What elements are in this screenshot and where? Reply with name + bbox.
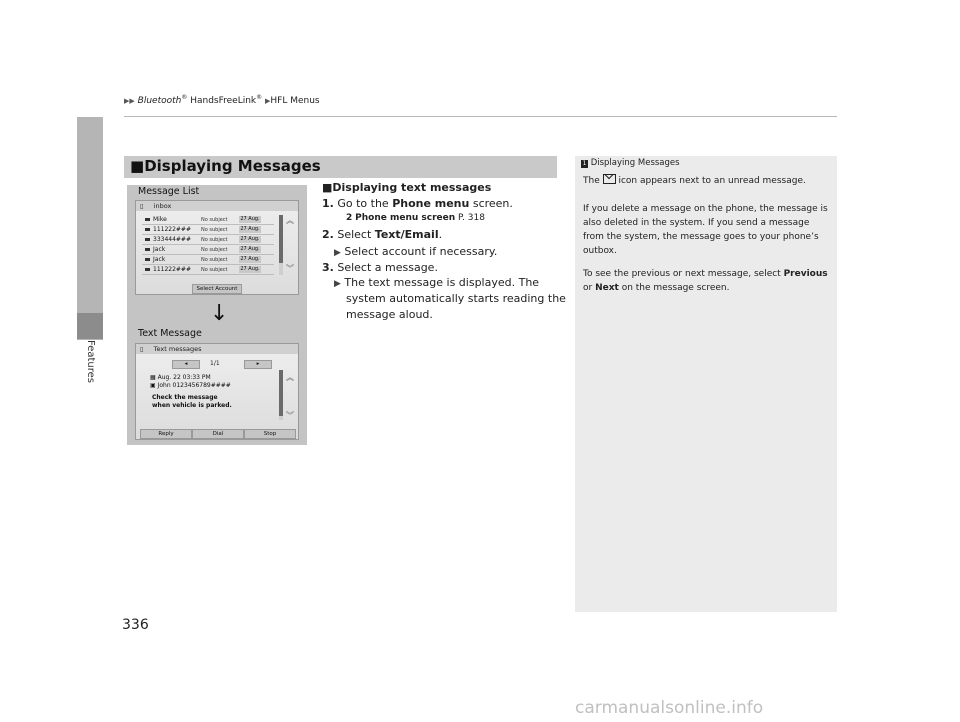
calendar-icon: ▦ xyxy=(150,374,156,381)
inbox-row[interactable]: Jack No subject 27 Aug. xyxy=(142,255,274,265)
breadcrumb-bluetooth: Bluetooth xyxy=(137,96,182,106)
page-number: 336 xyxy=(122,617,149,633)
breadcrumb: ▶▶ Bluetooth® HandsFreeLink® ▶HFL Menus xyxy=(124,94,320,106)
breadcrumb-arrow-icon: ▶ xyxy=(265,97,271,105)
select-account-button[interactable]: Select Account xyxy=(192,284,242,294)
down-arrow-icon: ↓ xyxy=(210,301,229,326)
scroll-down-icon[interactable]: ︾ xyxy=(286,411,294,420)
text-titlebar xyxy=(136,344,298,354)
step-2: 2. Select Text/Email. xyxy=(322,228,443,241)
text-message-screen xyxy=(135,343,299,440)
next-icon: ▸ xyxy=(256,361,260,367)
message-body-line1: Check the message xyxy=(152,394,218,401)
previous-icon: ◂ xyxy=(184,361,188,367)
chapter-tab-marker xyxy=(77,313,103,339)
phone-icon: ▯ xyxy=(140,202,144,210)
note-paragraph-3: To see the previous or next message, select Previous or Next on the message screen. xyxy=(583,269,828,293)
breadcrumb-handsfreelink: HandsFreeLink xyxy=(187,96,257,106)
step-3-substep-line2: system automatically starts reading the xyxy=(346,292,566,305)
unread-envelope-icon xyxy=(145,268,150,271)
watermark: carmanualsonline.info xyxy=(575,698,764,718)
note-badge-icon: 1 xyxy=(582,160,587,167)
section-title: ■Displaying Messages xyxy=(130,157,321,175)
scroll-up-icon[interactable]: ︽ xyxy=(286,373,294,382)
inbox-row[interactable]: 111222### No subject 27 Aug. xyxy=(142,265,274,275)
message-scrollbar[interactable] xyxy=(279,370,283,420)
reply-button[interactable]: Reply xyxy=(140,429,192,439)
previous-button[interactable] xyxy=(172,360,200,369)
phone-icon: ▯ xyxy=(140,345,144,353)
inbox-row[interactable]: 111222### No subject 27 Aug. xyxy=(142,225,274,235)
note-paragraph-2: If you delete a message on the phone, the message is also deleted in the system. If you send a message from the system, the message goes to your phone’s outbox. xyxy=(583,204,828,256)
message-sender: ▣ John 0123456789#### xyxy=(150,382,231,389)
scroll-down-icon[interactable]: ︾ xyxy=(286,264,294,273)
step-3-substep-line1: ▶ The text message is displayed. The xyxy=(334,276,540,289)
step-3-substep-line3: message aloud. xyxy=(346,308,433,321)
step-2-substep: ▶ Select account if necessary. xyxy=(334,245,498,258)
steps-subheading: ■Displaying text messages xyxy=(322,181,492,194)
note-line-1: The icon appears next to an unread message. xyxy=(583,176,806,186)
inbox-title: inbox xyxy=(153,202,172,210)
unread-envelope-icon xyxy=(145,228,150,231)
step-3: 3. Select a message. xyxy=(322,261,438,274)
message-date: ▦ Aug. 22 03:33 PM xyxy=(150,374,211,381)
stop-button[interactable]: Stop xyxy=(244,429,296,439)
text-message-label: Text Message xyxy=(138,328,202,339)
header-rule xyxy=(124,116,837,117)
phone-menu-reference[interactable]: 2 Phone menu screen P. 318 xyxy=(346,213,485,223)
message-body-line2: when vehicle is parked. xyxy=(152,402,232,409)
message-scroll-thumb[interactable] xyxy=(279,370,283,416)
unread-envelope-icon xyxy=(145,218,150,221)
substep-arrow-icon: ▶ xyxy=(334,279,341,289)
scroll-up-icon[interactable]: ︽ xyxy=(286,216,294,225)
inbox-scroll-thumb[interactable] xyxy=(279,215,283,263)
chapter-tab xyxy=(77,117,103,340)
inbox-titlebar xyxy=(136,201,298,211)
unread-envelope-icon xyxy=(145,258,150,261)
substep-arrow-icon: ▶ xyxy=(334,248,341,258)
breadcrumb-hfl-menus: HFL Menus xyxy=(270,96,320,106)
unread-envelope-icon xyxy=(145,238,150,241)
step-1: 1. Go to the Phone menu screen. xyxy=(322,197,513,210)
reference-icon: 2 xyxy=(346,213,353,223)
text-screen-title: Text messages xyxy=(153,345,202,353)
inbox-row[interactable]: 333444### No subject 27 Aug. xyxy=(142,235,274,245)
pager-indicator: 1/1 xyxy=(210,360,220,367)
message-list-label: Message List xyxy=(138,186,200,197)
dial-button[interactable]: Dial xyxy=(192,429,244,439)
inbox-list xyxy=(142,215,274,275)
breadcrumb-arrow-icon: ▶▶ xyxy=(124,97,135,105)
inbox-row[interactable]: Mike No subject 27 Aug. xyxy=(142,215,274,225)
next-button[interactable] xyxy=(244,360,272,369)
inbox-scrollbar[interactable] xyxy=(279,215,283,275)
inbox-row[interactable]: Jack No subject 27 Aug. xyxy=(142,245,274,255)
envelope-icon xyxy=(603,174,616,184)
unread-envelope-icon xyxy=(145,248,150,251)
chapter-tab-label: Features xyxy=(85,340,96,383)
contact-icon: ▣ xyxy=(150,382,156,389)
inbox-screen xyxy=(135,200,299,295)
note-title: 1 Displaying Messages xyxy=(582,158,680,168)
